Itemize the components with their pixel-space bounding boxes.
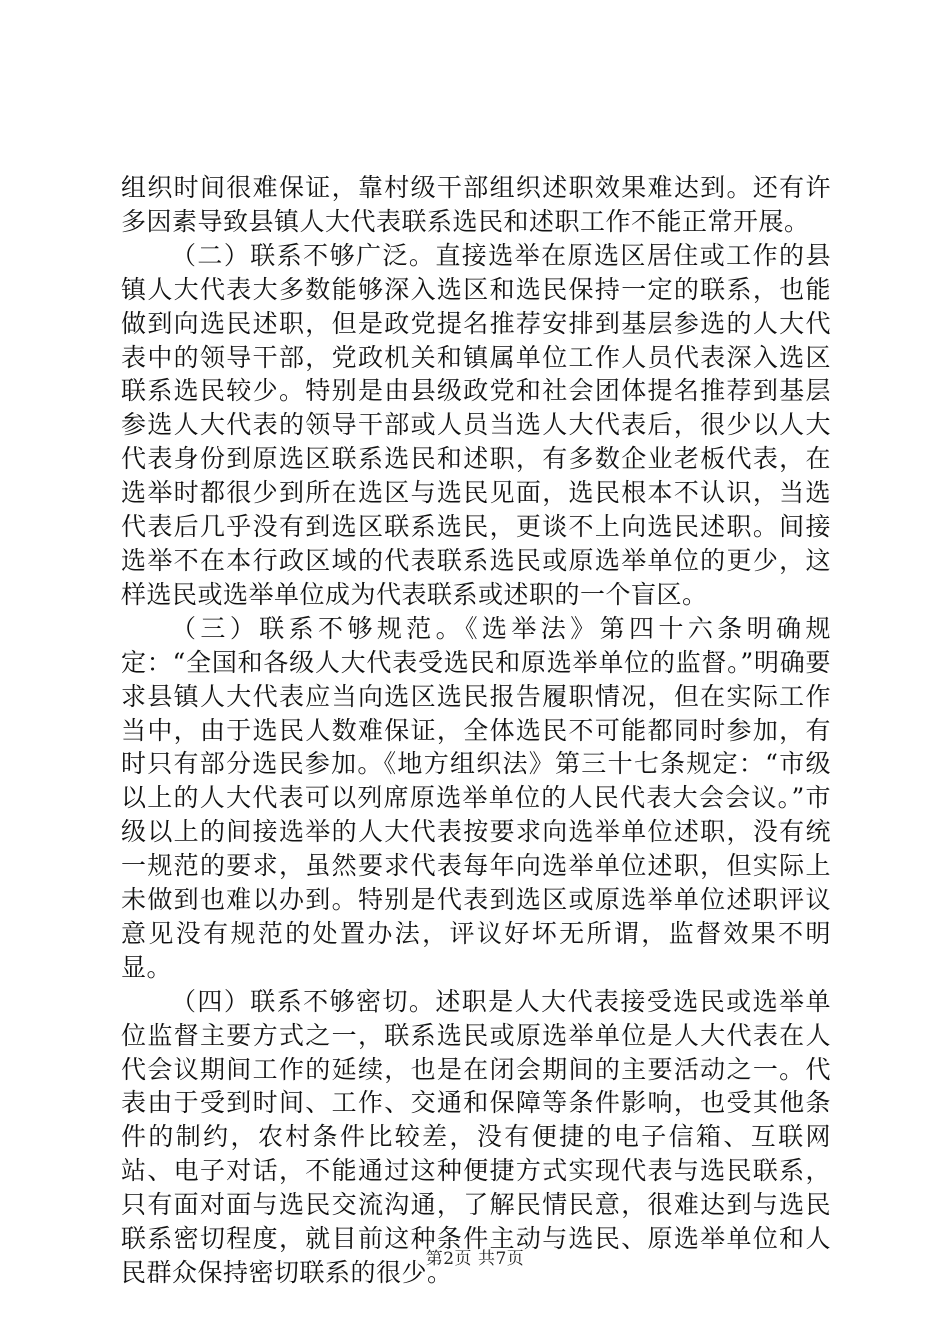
paragraph-continuation: 组织时间很难保证，靠村级干部组织述职效果难达到。还有许多因素导致县镇人大代表联系选民和述职工作不能正常开展。	[121, 173, 831, 236]
paragraph-section-2: （二）联系不够广泛。直接选举在原选区居住或工作的县镇人大代表大多数能够深入选区和选民保持一定的联系，也能做到向选民述职，但是政党提名推荐安排到基层参选的人大代表中的领导干部，党政机关和镇属单位工作人员代表深入选区联系选民较少。特别是由县级政党和社会团体提名推荐到基层参选人大代表的领导干部或人员当选人大代表后，很少以人大代表身份到原选区联系选民和述职，有多数企业老板代表，在选举时都很少到所在选区与选民见面，选民根本不认识，当选代表后几乎没有到选区联系选民，更谈不上向选民述职。间接选举不在本行政区域的代表联系选民或原选举单位的更少，这样选民或选举单位成为代表联系或述职的一个盲区。	[121, 240, 831, 609]
document-body	[121, 171, 831, 1290]
page-number-footer: 第2页 共7页	[425, 1249, 525, 1269]
paragraph-section-4: （四）联系不够密切。述职是人大代表接受选民或选举单位监督主要方式之一，联系选民或原选举单位是人大代表在人代会议期间工作的延续，也是在闭会期间的主要活动之一。代表由于受到时间、工作、交通和保障等条件影响，也受其他条件的制约，农村条件比较差，没有便捷的电子信箱、互联网站、电子对话，不能通过这种便捷方式实现代表与选民联系，只有面对面与选民交流沟通，了解民情民意，很难达到与选民联系密切程度，就目前这种条件主动与选民、原选举单位和人民群众保持密切联系的很少。	[121, 986, 831, 1287]
paragraph-section-3: （三）联系不够规范。《选举法》第四十六条明确规定：“全国和各级人大代表受选民和原选举单位的监督。”明确要求县镇人大代表应当向选区选民报告履职情况，但在实际工作当中，由于选民人数难保证，全体选民不可能都同时参加，有时只有部分选民参加。《地方组织法》第三十七条规定：“市级以上的人大代表可以列席原选举单位的人民代表大会会议。”市级以上的间接选举的人大代表按要求向选举单位述职，没有统一规范的要求，虽然要求代表每年向选举单位述职，但实际上未做到也难以办到。特别是代表到选区或原选举单位述职评议意见没有规范的处置办法，评议好坏无所谓，监督效果不明显。	[121, 613, 831, 982]
